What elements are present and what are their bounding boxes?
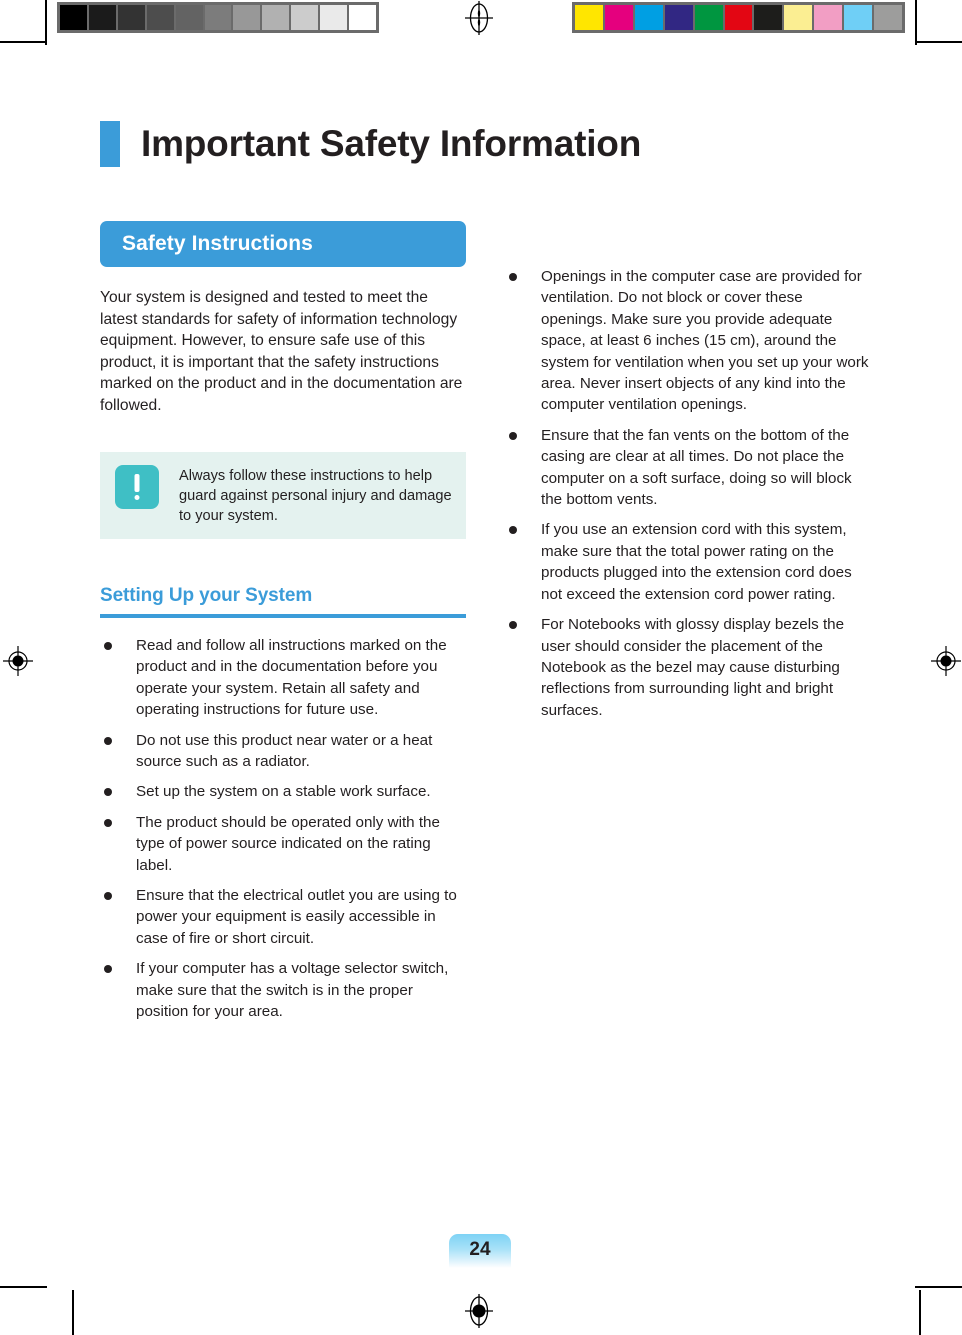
list-item: [100, 635, 466, 721]
list-item: [100, 730, 466, 773]
list-item: [505, 425, 871, 511]
list-item-text: Openings in the computer case are provided for ventilation. Do not block or cover these openings. Make sure you provide adequate space, at least 6 inches (15 cm), around the system for ventilation when you set up your work area. Never insert objects of any kind into the computer ventilation openings.: [541, 268, 869, 414]
bullet-dot-icon: [509, 273, 517, 281]
list-item-text: Set up the system on a stable work surface.: [136, 783, 431, 801]
list-item-text: Ensure that the electrical outlet you are using to power your equipment is easily accessible in case of fire or short circuit.: [136, 887, 457, 947]
bullet-dot-icon: [104, 892, 112, 900]
note-callout-text: Always follow these instructions to help guard against personal injury and damage to your system.: [179, 468, 452, 524]
list-item-text: The product should be operated only with the type of power source indicated on the rating label.: [136, 813, 440, 874]
subsection-setting-up: [100, 585, 466, 618]
note-callout: [100, 452, 466, 539]
exclamation-stem: [135, 474, 140, 492]
bullet-dot-icon: [104, 788, 112, 796]
bullet-dot-icon: [104, 642, 112, 650]
bullet-dot-icon: [104, 737, 112, 745]
list-item: [505, 614, 871, 721]
bullet-dot-icon: [509, 621, 517, 629]
bullet-dot-icon: [509, 526, 517, 534]
bullet-dot-icon: [104, 819, 112, 827]
section-banner-safety-instructions: [100, 221, 466, 267]
list-item-text: If your computer has a voltage selector switch, make sure that the switch is in the proper position for your area.: [136, 960, 449, 1021]
subsection-heading: Setting Up your System: [100, 585, 313, 606]
list-item: [100, 958, 466, 1022]
list-item: [505, 519, 871, 605]
list-item-text: If you use an extension cord with this system, make sure that the total power rating on the products plugged into the extension cord does not exceed the extension cord power rating.: [541, 521, 852, 603]
title-accent-bar: [100, 121, 120, 167]
section-banner-label: Safety Instructions: [122, 232, 313, 255]
right-column: [505, 221, 871, 1032]
list-item: [100, 885, 466, 949]
two-column-body: [100, 221, 872, 1032]
left-column-bullet-list: [100, 635, 466, 1023]
chapter-title-row: [100, 121, 641, 167]
intro-paragraph: Your system is designed and tested to meet the latest standards for safety of information technology equipment. However, to ensure safe use of this product, it is important that the safety instructions marked on the product and in the documentation are followed.: [100, 289, 463, 414]
right-column-bullet-list: [505, 266, 871, 721]
bullet-dot-icon: [509, 432, 517, 440]
list-item-text: Read and follow all instructions marked on the product and in the documentation before you operate your system. Retain all safety and operating instructions for future use.: [136, 637, 447, 719]
left-column: [100, 221, 466, 1032]
list-item: [505, 266, 871, 416]
list-item-text: Ensure that the fan vents on the bottom of the casing are clear at all times. Do not place the computer on a soft surface, doing so will block the bottom vents.: [541, 426, 852, 509]
bullet-dot-icon: [104, 965, 112, 973]
exclamation-dot: [135, 495, 140, 500]
subsection-heading-rule: [100, 614, 466, 618]
list-item-text: Do not use this product near water or a heat source such as a radiator.: [136, 731, 433, 771]
list-item-text: For Notebooks with glossy display bezels the user should consider the placement of the Notebook as the bezel may cause disturbing reflections from surrounding light and bright surfaces.: [541, 616, 845, 719]
page-number-tab: [449, 1234, 511, 1268]
list-item: [100, 812, 466, 876]
page-title: Important Safety Information: [141, 123, 642, 164]
list-item: [100, 781, 466, 802]
page-number: 24: [469, 1239, 491, 1260]
exclamation-icon: [115, 465, 159, 509]
